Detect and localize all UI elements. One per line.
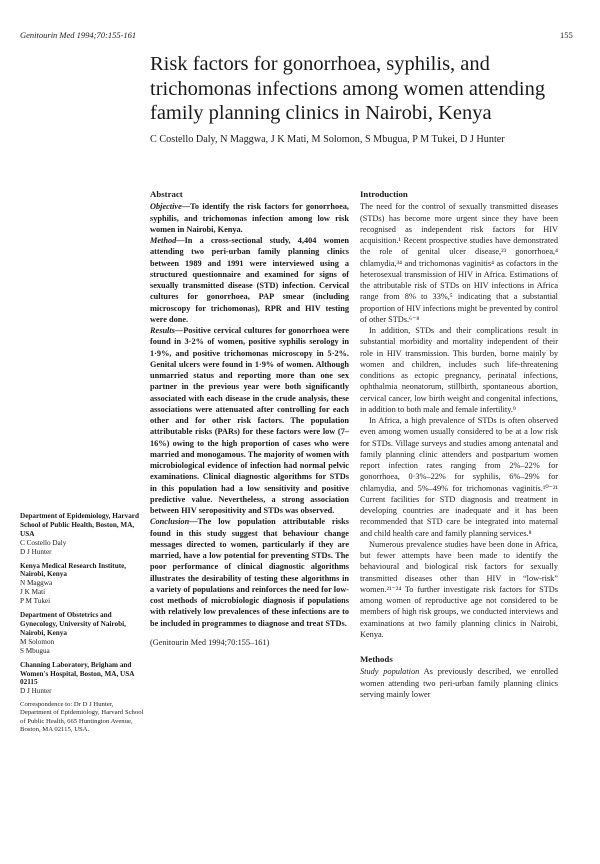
- affiliation-person: D J Hunter: [20, 687, 52, 696]
- abstract-method: [150, 235, 349, 325]
- study-population-label: Study population: [360, 667, 420, 677]
- article-title: Risk factors for gonorrhoea, syphilis, and trichomonas infections among women attending family planning clinics in Nairobi, Kenya: [150, 53, 546, 124]
- method-label: Method: [150, 236, 177, 245]
- abstract-heading: Abstract: [150, 189, 183, 199]
- affiliation-person: M Solomon: [20, 637, 55, 646]
- affiliations: [20, 512, 145, 734]
- intro-paragraph: In Africa, a high prevalence of STDs is often observed even among women usually considered to be at a low risk for STDs. Village surveys and studies among antenatal and family planning clinic attenders and postpartum women report infection rates ranging from 2%–22% for gonorrhoea, 0·3%–22% for syphilis, 6%–29% for chlamydia, and 5%–49% for trichomonas vaginitis.¹⁰⁻²¹ Current facilities for STD diagnosis and treatment in developing countries are inadequate and it has been recommended that STD care be integrated into maternal and child health care and family planning services.⁸: [360, 416, 558, 538]
- results-label: Results: [150, 326, 175, 335]
- conclusion-text: —The low population attributable risks found in this study suggest that behaviour change messages directed to women, particularly if they are married, have a low potential for preventing STDs. The poor performance of clinical diagnostic algorithms illustrates the desirability of testing these algorithms in a variety of populations and reinforces the need for low-cost methods of microbiologic diagnosis if populations with relatively low prevalences of these infections are to be included in programmes to diagnose and treat STDs.: [150, 517, 349, 628]
- objective-text: —To identify the risk factors for gonorrhoea, syphilis, and trichomonas infection among low risk women in Nairobi, Kenya.: [150, 202, 349, 234]
- introduction-section: [360, 189, 558, 700]
- method-text: —In a cross-sectional study, 4,404 women attending two peri-urban family planning clinics between 1989 and 1991 were interviewed using a structured questionnaire and examined for signs of sexually transmitted disease (STD) infection. Cervical cultures for gonorrhoea, PAP smear (including microscopy for trichomonas), RPR and HIV testing were done.: [150, 236, 349, 324]
- affiliation-person: D J Hunter: [20, 547, 52, 556]
- methods-section: [360, 654, 558, 700]
- affiliation-org: Kenya Medical Research Institute, Nairobi, Kenya: [20, 561, 127, 579]
- affiliation-person: J K Mati: [20, 588, 46, 597]
- affiliation-person: C Costello Daly: [20, 538, 67, 547]
- intro-paragraph: Numerous prevalence studies have been done in Africa, but fewer attempts have been made to identify the behavioural and biological risk factors for sexually transmitted diseases other than HIV in “low-risk” women.²¹⁻²⁴ To further investigate risk factors for STDs among women of reproductive age not considered to be members of high risk groups, we conducted interviews and examinations at two family planning clinics in Nairobi, Kenya.: [360, 539, 558, 639]
- abstract-conclusion: [150, 516, 349, 629]
- affiliation-person: S Mbugua: [20, 646, 50, 655]
- methods-text: As previously described, we enrolled women attending two peri-urban family planning clinics serving mainly lower: [360, 667, 558, 699]
- correspondence: Correspondence to: Dr D J Hunter, Department of Epidemiology, Harvard School of Public Health, 665 Huntington Avenue, Boston, MA 02115, USA.: [20, 701, 144, 733]
- introduction-heading: Introduction: [360, 189, 408, 199]
- affiliation-org: Department of Epidemiology, Harvard School of Public Health, Boston, MA, USA: [20, 512, 139, 538]
- affiliation-org: Department of Obstetrics and Gynecology, University of Nairobi, Nairobi, Kenya: [20, 611, 126, 637]
- abstract-results: [150, 325, 349, 516]
- methods-paragraph: [360, 666, 558, 700]
- author-list: C Costello Daly, N Maggwa, J K Mati, M Solomon, S Mbugua, P M Tukei, D J Hunter: [150, 134, 505, 145]
- running-header: Genitourin Med 1994;70:155-161: [20, 30, 137, 40]
- abstract-objective: [150, 201, 349, 235]
- conclusion-label: Conclusion: [150, 517, 190, 527]
- results-text: —Positive cervical cultures for gonorrhoea were found in 3·2% of women, positive syphilis serology in 1·9%, and positive trichomonas microscopy in 5·2%. Genital ulcers were found in 1·9% of women. Although unmarried status and reporting more than one sex partner in the previous year were both significantly associated with each disease in the crude analysis, these associations were attenuated after controlling for each other and for other risk factors. The population attributable risks (PARs) for these factors were low (7–16%) owing to the high proportion of cases who were married and monogamous. The majority of women with microbiological evidence of infection had normal pelvic examinations. Clinical diagnostic algorithms for STDs in this population had a low sensitivity and positive predictive value. Nevertheless, a strong association between HIV seropositivity and STDs was observed.: [150, 326, 349, 515]
- abstract-citation: (Genitourin Med 1994;70:155–161): [150, 637, 270, 647]
- abstract-section: [150, 189, 349, 648]
- affiliation-person: P M Tukei: [20, 597, 51, 606]
- intro-paragraph: In addition, STDs and their complications result in substantial morbidity and mortality independent of their role in HIV transmission. This burden, borne mainly by women and children, includes such life-threatening conditions as ectopic pregnancy, perinatal infections, ophthalmia neonatorum, stillbirth, spontaneous abortion, cervical cancer, low birth weight and congenital infections, in addition to both male and female infertility.⁹: [360, 326, 558, 414]
- page-number: 155: [560, 30, 573, 40]
- affiliation-person: N Maggwa: [20, 579, 53, 588]
- objective-label: Objective: [150, 202, 182, 212]
- affiliation-org: Channing Laboratory, Brigham and Women's Hospital, Boston, MA, USA 02115: [20, 660, 135, 687]
- intro-paragraph: The need for the control of sexually transmitted diseases (STDs) has become more urgent since they have been recognised as independent risk factors for HIV acquisition.¹ Recent prospective studies have demonstrated the role of genital ulcer disease,²³ gonorrhoea,⁴ chlamydia,³⁴ and trichomonas vaginitis⁴ as cofactors in the heterosexual transmission of HIV in Africa. Estimations of the attributable risk of STDs on HIV infections in Africa range from 8% to 33%,⁵ indicating that a substantial proportion of HIV infections might be prevented by control of other STDs.⁶⁻⁸: [360, 202, 558, 324]
- methods-heading: Methods: [360, 654, 393, 664]
